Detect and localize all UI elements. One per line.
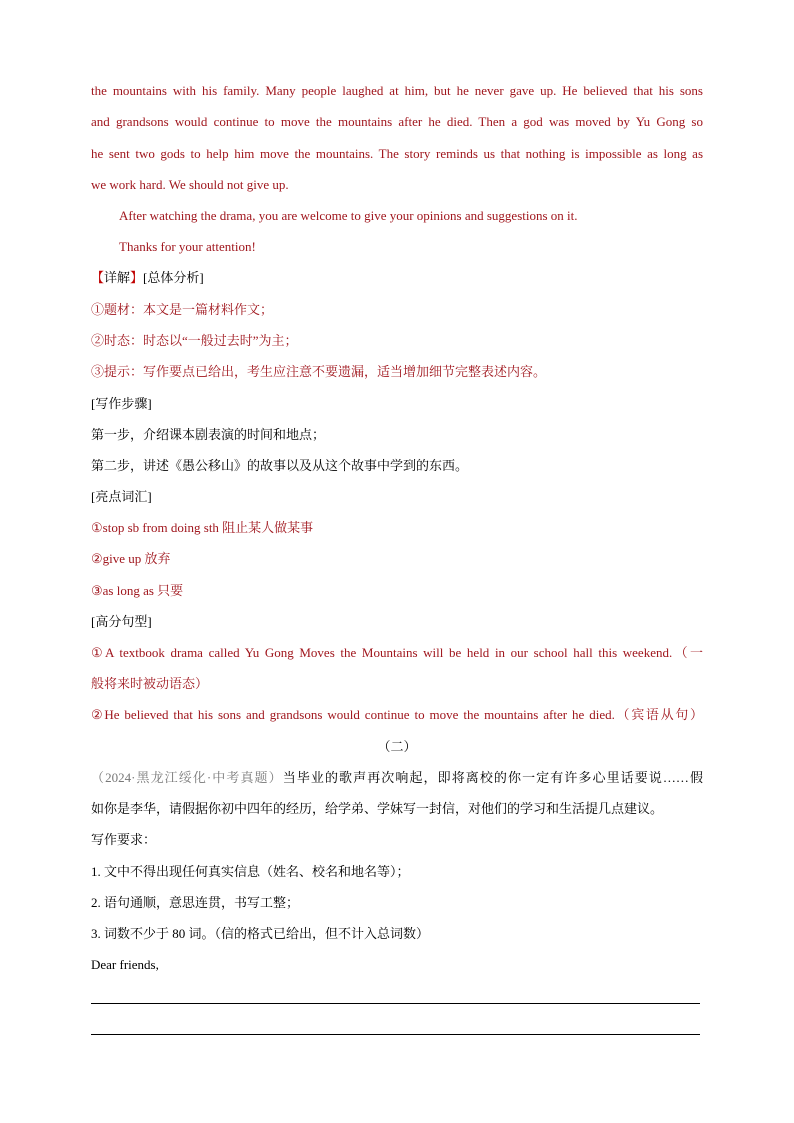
- vocab-item-3: ③as long as 只要: [91, 583, 184, 598]
- heading-bracket-open: 【: [91, 270, 105, 285]
- heading-tag: [总体分析]: [143, 270, 204, 285]
- essay-line-1: the mountains with his family. Many people laughed at him, but he never gave up. He believed that his sons: [91, 83, 703, 98]
- vocab-heading: [亮点词汇]: [91, 489, 152, 504]
- section-number: （二）: [377, 739, 417, 754]
- essay-paragraph-3: Thanks for your attention!: [119, 239, 256, 254]
- source-tag: 2024·黑龙江绥化·中考真题: [105, 770, 269, 785]
- heading-word: 详解: [104, 270, 131, 285]
- prompt-line-1: [91, 769, 703, 787]
- steps-heading: [写作步骤]: [91, 396, 152, 411]
- essay-paragraph-2: After watching the drama, you are welcome to give your opinions and suggestions on it.: [119, 208, 578, 223]
- requirement-3: 3. 词数不少于 80 词。（信的格式已给出，但不计入总词数）: [91, 926, 430, 941]
- essay-line-3: he sent two gods to help him move the mountains. The story reminds us that nothing is impossible as long as: [91, 146, 703, 161]
- sentence-1-line-1: ①A textbook drama called Yu Gong Moves the Mountains will be held in our school hall this weekend.（一: [91, 645, 703, 660]
- vocab-item-2: ②give up 放弃: [91, 551, 171, 566]
- analysis-heading: [91, 269, 204, 287]
- analysis-point-1: ①题材：本文是一篇材料作文；: [91, 302, 274, 317]
- analysis-point-3: ③提示：写作要点已给出，考生应注意不要遗漏，适当增加细节完整表述内容。: [91, 364, 547, 379]
- heading-bracket-close: 】: [130, 270, 144, 285]
- source-paren-open: （: [91, 770, 106, 785]
- prompt-text-1: 当毕业的歌声再次响起，即将离校的你一定有许多心里话要说……假: [282, 770, 703, 785]
- writing-line-1: [91, 1003, 700, 1004]
- requirements-heading: 写作要求：: [91, 832, 157, 847]
- sentence-1-line-2: 般将来时被动语态）: [91, 676, 209, 691]
- essay-line-2: and grandsons would continue to move the mountains after he died. Then a god was moved by Yu Gong so: [91, 114, 703, 129]
- prompt-line-2: 如你是李华，请假据你初中四年的经历，给学弟、学妹写一封信，对他们的学习和生活提几点建议。: [91, 801, 664, 816]
- writing-line-2: [91, 1034, 700, 1035]
- sentence-2: ②He believed that his sons and grandsons would continue to move the mountains after he died.（宾语从句）: [91, 707, 703, 722]
- step-1: 第一步，介绍课本剧表演的时间和地点；: [91, 427, 326, 442]
- salutation: Dear friends,: [91, 957, 159, 972]
- essay-line-4: we work hard. We should not give up.: [91, 177, 289, 192]
- analysis-point-2: ②时态：时态以“一般过去时”为主；: [91, 333, 298, 348]
- requirement-1: 1. 文中不得出现任何真实信息（姓名、校名和地名等）；: [91, 864, 410, 879]
- vocab-item-1: ①stop sb from doing sth 阻止某人做某事: [91, 520, 314, 535]
- source-paren-close: ）: [268, 770, 283, 785]
- step-2: 第二步，讲述《愚公移山》的故事以及从这个故事中学到的东西。: [91, 458, 469, 473]
- sentences-heading: [高分句型]: [91, 614, 152, 629]
- requirement-2: 2. 语句通顺，意思连贯，书写工整；: [91, 895, 300, 910]
